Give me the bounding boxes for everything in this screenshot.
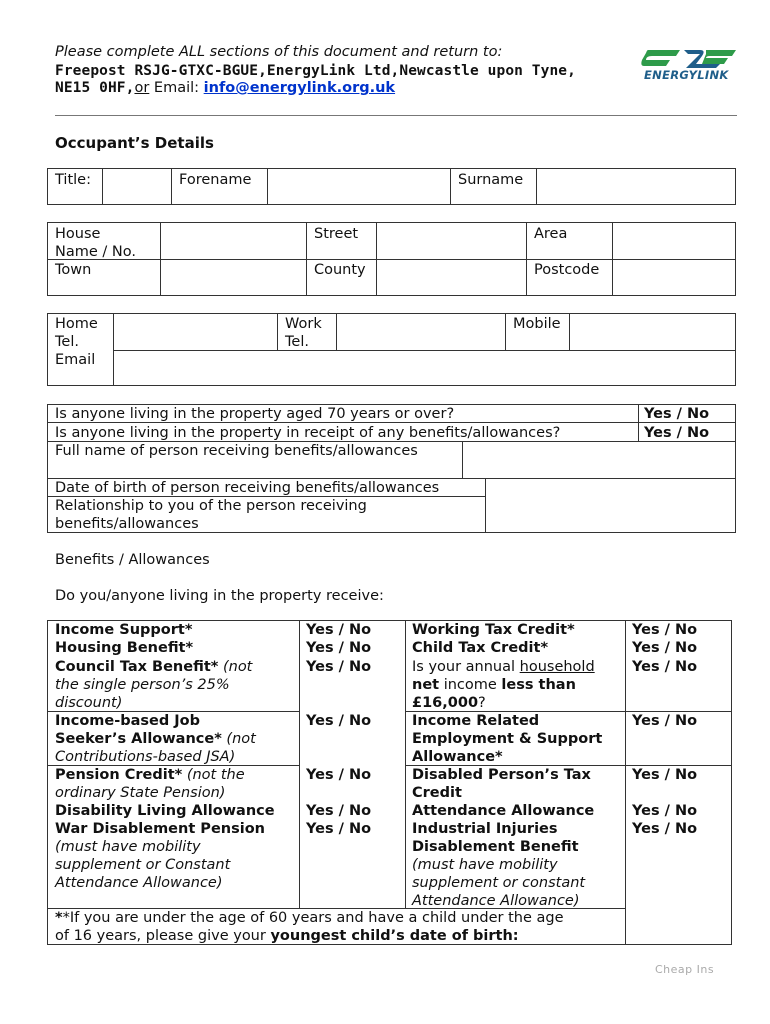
- address-line-3: [55, 80, 395, 96]
- war-pension-note: (must have mobility: [55, 839, 201, 855]
- pension-note: (not the: [182, 767, 245, 783]
- jsa-answer[interactable]: Yes / No: [306, 713, 372, 729]
- council-tax-label: [55, 658, 252, 676]
- household-less-than: less than: [501, 677, 576, 693]
- freepost-address: Freepost RSJG-GTXC-BGUE,EnergyLink Ltd,Newcastle upon Tyne,: [55, 63, 576, 79]
- area-label: Area: [534, 226, 568, 242]
- mobile-field[interactable]: [570, 314, 735, 349]
- ctc-label: Child Tax Credit*: [412, 640, 549, 656]
- title-field[interactable]: [103, 169, 170, 204]
- child-note: **If you are under the age of 60 years and have a child under the age: [55, 910, 564, 926]
- iidb-label-2: Disablement Benefit: [412, 839, 579, 855]
- town-field[interactable]: [161, 260, 305, 295]
- header-divider: [55, 115, 737, 116]
- youngest-child-dob-label: youngest child’s date of birth:: [270, 928, 519, 944]
- dla-label: Disability Living Allowance: [55, 803, 275, 819]
- dob-field[interactable]: [486, 479, 735, 496]
- esa-label-2: Employment & Support: [412, 731, 603, 747]
- child-note-text: *If you are under the age of 60 years and have a child under the age: [62, 910, 564, 926]
- household-income-label-2: [412, 676, 576, 694]
- pension-note-2: ordinary State Pension): [55, 785, 226, 801]
- surname-label: Surname: [458, 172, 524, 188]
- home-tel-label: Home: [55, 316, 98, 332]
- watermark: Cheap Ins: [655, 963, 715, 976]
- mobile-label: Mobile: [513, 316, 561, 332]
- war-pension-note-3: Attendance Allowance): [55, 875, 223, 891]
- household-income-word: income: [439, 677, 502, 693]
- house-field[interactable]: [161, 223, 305, 258]
- answer-aged-70[interactable]: Yes / No: [644, 406, 710, 422]
- jsa-note: (not: [221, 731, 256, 747]
- energylink-logo: [640, 44, 740, 84]
- housing-benefit-label: Housing Benefit*: [55, 640, 194, 656]
- question-aged-70: Is anyone living in the property aged 70 years or over?: [55, 406, 455, 422]
- address-postcode: NE15 0HF,: [55, 80, 135, 96]
- jsa-label: Income-based Job: [55, 713, 201, 729]
- email-link[interactable]: info@energylink.org.uk: [203, 80, 396, 96]
- street-label: Street: [314, 226, 359, 242]
- household-income-label: [412, 658, 595, 676]
- section-title-occupant: Occupant’s Details: [55, 134, 214, 152]
- question-benefits: Is anyone living in the property in receipt of any benefits/allowances?: [55, 425, 561, 441]
- household-text-b: household: [519, 659, 595, 675]
- pension-label: [55, 766, 245, 784]
- income-support-answer[interactable]: Yes / No: [306, 622, 372, 638]
- forename-field[interactable]: [268, 169, 449, 204]
- dob-label: Date of birth of person receiving benefits/allowances: [55, 480, 440, 496]
- area-field[interactable]: [613, 223, 735, 258]
- surname-field[interactable]: [537, 169, 735, 204]
- house-label-2: Name / No.: [55, 244, 136, 260]
- youngest-child-dob-field[interactable]: [626, 909, 731, 944]
- benefits-heading: Benefits / Allowances: [55, 552, 210, 568]
- esa-label-3: Allowance*: [412, 749, 503, 765]
- jsa-name: Seeker’s Allowance*: [55, 731, 222, 747]
- iidb-note-2: supplement or constant: [412, 875, 586, 891]
- war-pension-answer[interactable]: Yes / No: [306, 821, 372, 837]
- relationship-label: Relationship to you of the person receiving: [55, 498, 367, 514]
- title-label: Title:: [55, 172, 91, 188]
- full-name-label: Full name of person receiving benefits/allowances: [55, 443, 418, 459]
- dptc-label: Disabled Person’s Tax: [412, 767, 591, 783]
- home-tel-label-2: Tel.: [55, 334, 79, 350]
- housing-benefit-answer[interactable]: Yes / No: [306, 640, 372, 656]
- dptc-answer[interactable]: Yes / No: [632, 767, 698, 783]
- forename-label: Forename: [179, 172, 252, 188]
- iidb-label: Industrial Injuries: [412, 821, 558, 837]
- wtc-label: Working Tax Credit*: [412, 622, 575, 638]
- work-tel-label-2: Tel.: [285, 334, 309, 350]
- child-note-text-2: of 16 years, please give your: [55, 928, 271, 944]
- household-question-mark: ?: [478, 695, 486, 711]
- full-name-field[interactable]: [463, 442, 735, 477]
- town-label: Town: [55, 262, 92, 278]
- ctc-answer[interactable]: Yes / No: [632, 640, 698, 656]
- pension-name: Pension Credit*: [55, 767, 183, 783]
- income-support-label: Income Support*: [55, 622, 193, 638]
- council-tax-answer[interactable]: Yes / No: [306, 659, 372, 675]
- benefits-intro: Do you/anyone living in the property receive:: [55, 588, 384, 604]
- logo-wordmark: ENERGYLINK: [644, 68, 729, 82]
- household-amount: £16,000: [412, 695, 479, 711]
- council-tax-note: (not: [218, 659, 253, 675]
- jsa-label-2: [55, 730, 256, 748]
- iidb-answer[interactable]: Yes / No: [632, 821, 698, 837]
- council-tax-note-3: discount): [55, 695, 123, 711]
- street-field[interactable]: [377, 223, 525, 258]
- jsa-note-2: Contributions-based JSA): [55, 749, 236, 765]
- county-label: County: [314, 262, 366, 278]
- email-field[interactable]: [114, 351, 735, 385]
- county-field[interactable]: [377, 260, 525, 295]
- iidb-note: (must have mobility: [412, 857, 558, 873]
- attendance-answer[interactable]: Yes / No: [632, 803, 698, 819]
- postcode-field[interactable]: [613, 260, 735, 295]
- household-income-label-3: [412, 694, 486, 712]
- or-text: or: [134, 80, 150, 96]
- esa-label: Income Related: [412, 713, 540, 729]
- household-net: net: [412, 677, 440, 693]
- house-label: House: [55, 226, 101, 242]
- household-text-a: Is your annual: [412, 659, 520, 675]
- wtc-answer[interactable]: Yes / No: [632, 622, 698, 638]
- instructions-text: Please complete ALL sections of this document and return to:: [55, 44, 503, 60]
- relationship-label-2: benefits/allowances: [55, 516, 199, 532]
- dla-answer[interactable]: Yes / No: [306, 803, 372, 819]
- email-label: Email:: [149, 80, 204, 96]
- pension-answer[interactable]: Yes / No: [306, 767, 372, 783]
- attendance-label: Attendance Allowance: [412, 803, 595, 819]
- iidb-note-3: Attendance Allowance): [412, 893, 580, 909]
- council-tax-name: Council Tax Benefit*: [55, 659, 219, 675]
- dptc-label-2: Credit: [412, 785, 462, 801]
- work-tel-label: Work: [285, 316, 322, 332]
- work-tel-field[interactable]: [337, 314, 504, 349]
- household-income-answer[interactable]: Yes / No: [632, 659, 698, 675]
- answer-benefits[interactable]: Yes / No: [644, 425, 710, 441]
- war-pension-note-2: supplement or Constant: [55, 857, 231, 873]
- home-tel-field[interactable]: [114, 314, 276, 349]
- war-pension-label: War Disablement Pension: [55, 821, 265, 837]
- child-note-2: [55, 927, 519, 945]
- relationship-field[interactable]: [486, 497, 735, 532]
- esa-answer[interactable]: Yes / No: [632, 713, 698, 729]
- postcode-label: Postcode: [534, 262, 600, 278]
- council-tax-note-2: the single person’s 25%: [55, 677, 230, 693]
- email-field-label: Email: [55, 352, 96, 368]
